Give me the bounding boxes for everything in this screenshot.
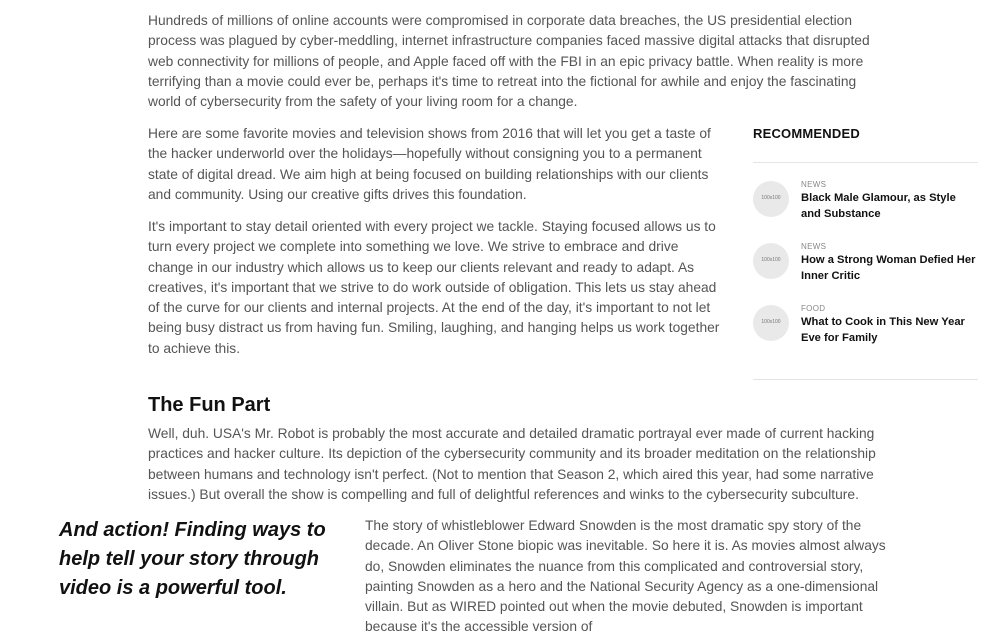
category-label: FOOD: [801, 304, 826, 313]
recommended-title-link[interactable]: What to Cook in This New Year Eve for Family: [801, 316, 965, 344]
recommended-item[interactable]: [753, 242, 978, 304]
thumbnail-label: 100x100: [761, 257, 781, 263]
recommended-text: [801, 242, 978, 284]
article-paragraph: It's important to stay detail oriented with every project we tackle. Staying focused allows us to turn every project we complete into something we love. We strive to embrace and drive change in our industry which allows us to keep our clients relevant and ready to adapt. As creatives, it's important that we strive to do work outside of obligation. This lets us stay ahead of the curve for our clients and internal projects. At the end of the day, it's important to not let being busy distract us from having fun. Smiling, laughing, and hanging helps us work together to achieve this.: [148, 219, 720, 356]
pull-quote: And action! Finding ways to help tell your story through video is a powerful tool.: [59, 519, 326, 599]
recommended-item[interactable]: [753, 304, 978, 366]
article-paragraph: Hundreds of millions of online accounts were compromised in corporate data breaches, the US presidential election process was plagued by cyber-meddling, internet infrastructure companies faced massive digital attacks that disrupted web connectivity for millions of people, and Apple faced off with the FBI in an epic privacy battle. When reality is more terrifying than a movie could ever be, perhaps it's time to retreat into the fictional for awhile and enjoy the fascinating world of cybersecurity from the safety of your living room for a change.: [148, 13, 870, 110]
thumbnail-label: 100x100: [761, 319, 781, 325]
article-paragraph: The story of whistleblower Edward Snowden is the most dramatic spy story of the decade. An Oliver Stone biopic was inevitable. So here it is. As movies almost always do, Snowden eliminates the nuance from this complicated and controversial story, painting Snowden as a hero and the National Security Agency as a one-dimensional villain. But as WIRED pointed out when the movie debuted, Snowden is important because it's the accessible version of: [365, 518, 886, 635]
recommended-list: [753, 163, 978, 380]
thumbnail-placeholder[interactable]: [753, 305, 789, 341]
thumbnail-placeholder[interactable]: [753, 243, 789, 279]
recommended-title-link[interactable]: Black Male Glamour, as Style and Substance: [801, 192, 956, 220]
recommended-text: [801, 304, 978, 346]
recommended-title-link[interactable]: How a Strong Woman Defied Her Inner Critic: [801, 254, 976, 282]
thumbnail-placeholder[interactable]: [753, 181, 789, 217]
article-paragraph: Well, duh. USA's Mr. Robot is probably the most accurate and detailed dramatic portrayal ever made of current hacking practices and hacker culture. Its depiction of the cybersecurity community and its broader meditation on the relationship between humans and technology isn't perfect. (Not to mention that Season 2, which aired this year, had some narrative issues.) But overall the show is compelling and full of delightful references and winks to the cybersecurity subculture.: [148, 426, 876, 502]
section-heading: The Fun Part: [148, 394, 271, 416]
sidebar-title: RECOMMENDED: [753, 118, 978, 163]
recommended-item[interactable]: [753, 180, 978, 242]
thumbnail-label: 100x100: [761, 195, 781, 201]
article-paragraph: Here are some favorite movies and television shows from 2016 that will let you get a taste of the hacker underworld over the holidays—hopefully without consigning you to a permanent state of digital dread. We aim high at being focused on building relationships with our clients and community. Using our creative gifts drives this foundation.: [148, 126, 711, 202]
recommended-sidebar: [753, 118, 978, 380]
category-label: NEWS: [801, 242, 827, 251]
recommended-text: [801, 180, 978, 222]
category-label: NEWS: [801, 180, 827, 189]
